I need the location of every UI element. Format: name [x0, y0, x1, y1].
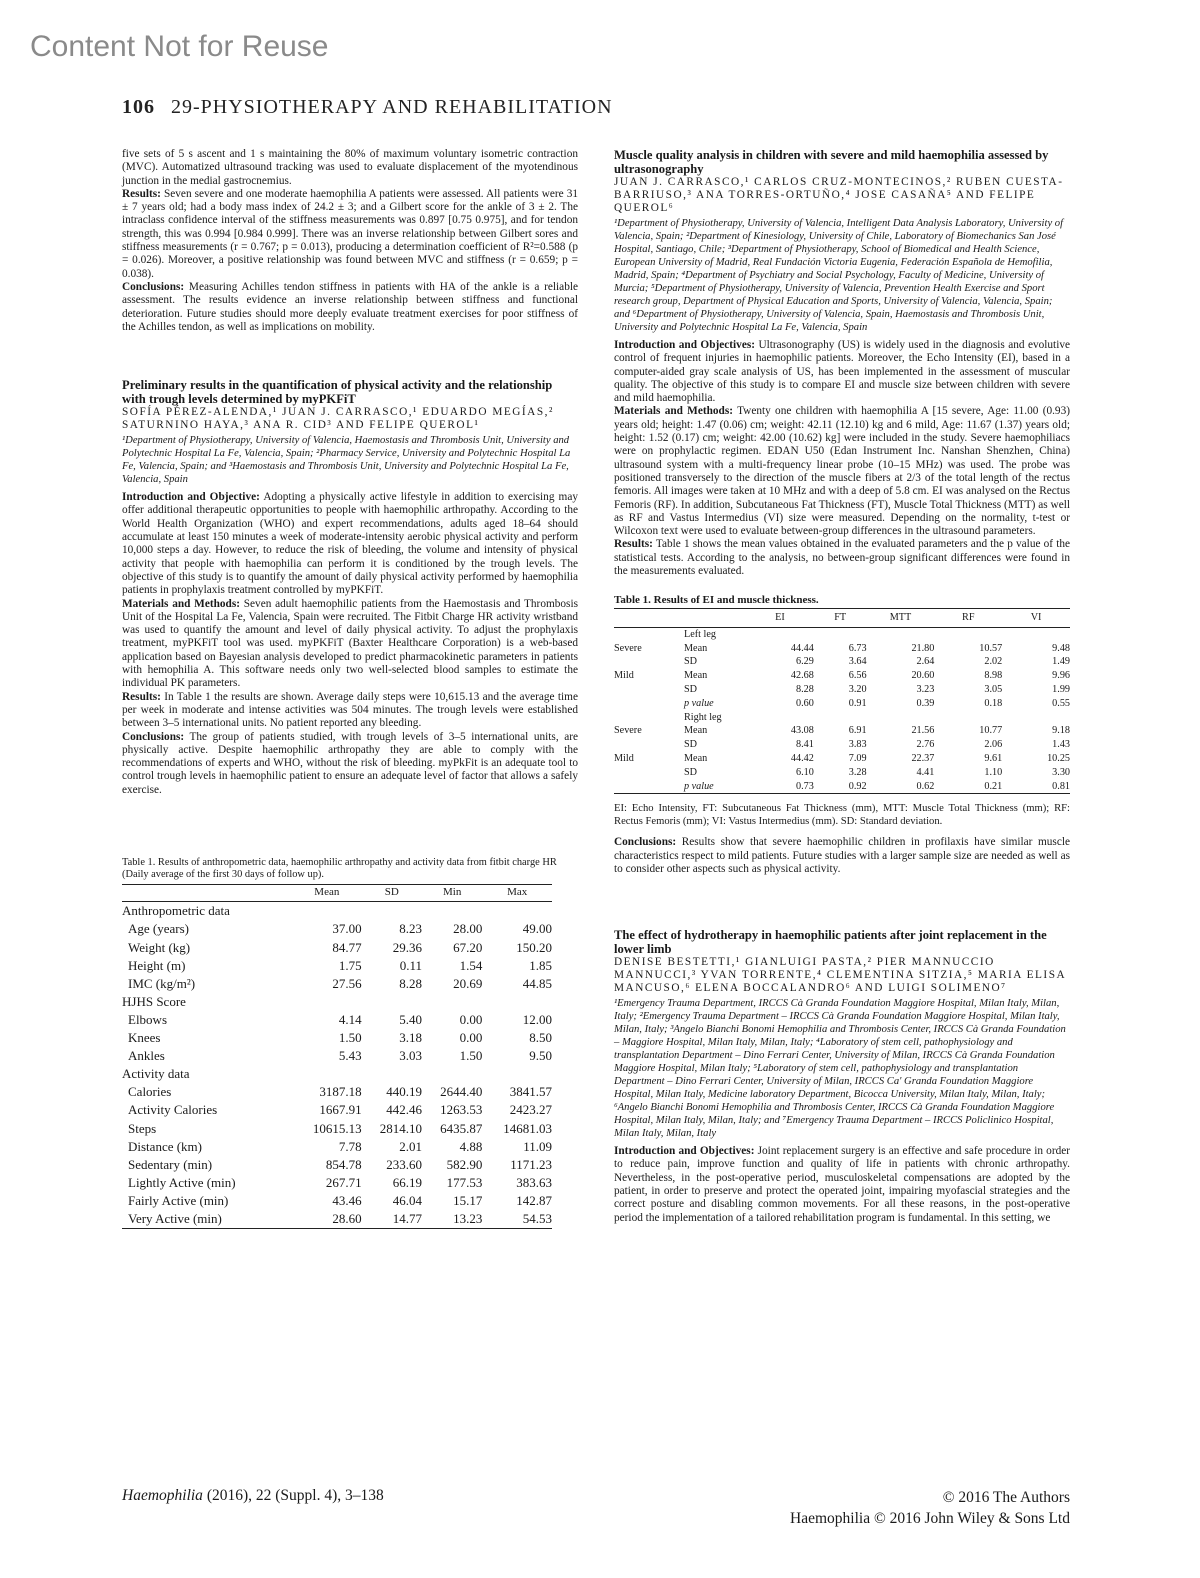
cell: 3.64: [848, 656, 867, 668]
anthropometric-table: [122, 884, 552, 1229]
cell: 3.18: [399, 1030, 422, 1046]
row-label: IMC (kg/m²): [128, 975, 196, 991]
section-label: HJHS Score: [122, 993, 186, 1009]
cell: 6.56: [848, 670, 867, 682]
cell: 27.56: [332, 975, 362, 991]
cell: 0.73: [746, 779, 814, 793]
cell: 440.19: [386, 1084, 422, 1100]
table-row: [614, 655, 1070, 669]
copyright-line: Haemophilia © 2016 John Wiley & Sons Ltd: [790, 1510, 1070, 1527]
cell: 49.00: [522, 921, 552, 937]
cell: 28.00: [453, 921, 483, 937]
table-section-row: [122, 992, 552, 1010]
table-row: [614, 627, 1070, 641]
cell: 854.78: [325, 1156, 362, 1172]
label: Results:: [122, 187, 161, 200]
cell: 1.50: [459, 1048, 483, 1064]
cell: 20.69: [453, 975, 483, 991]
cell: 29.36: [392, 939, 422, 955]
metric-cell: SD: [684, 739, 698, 751]
cell: 0.91: [848, 697, 867, 709]
cell: 0.18: [984, 697, 1003, 709]
table-header-row: [614, 608, 1070, 627]
cell: 3.30: [1052, 766, 1070, 778]
cell: 177.53: [446, 1174, 483, 1190]
table-section-row: [122, 901, 552, 920]
left-column: [122, 148, 578, 1229]
table-note: EI: Echo Intensity, FT: Subcutaneous Fat Thickness (mm), MTT: Muscle Total Thickness (mm); RF: Rectus Femoris (mm); VI: Vastus Intermedius (mm). SD: Standard deviation.: [614, 803, 1070, 828]
cell: 10615.13: [312, 1120, 362, 1136]
cell: 2423.27: [509, 1102, 552, 1118]
cell: 8.23: [399, 921, 422, 937]
cell: 37.00: [332, 921, 362, 937]
table-row: [122, 1011, 552, 1029]
text: Results show that severe haemophilic children in profilaxis have similar muscle characteristics respect to mild patients. Future studies with a larger sample size are needed as well as to consider other aspects such as physical activity.: [614, 836, 1070, 875]
cell: 267.71: [325, 1174, 362, 1190]
intro-paragraph: [122, 491, 578, 597]
cell: 442.46: [386, 1102, 422, 1118]
cell: 10.77: [979, 725, 1003, 737]
metric-cell: Mean: [684, 642, 708, 654]
text: Table 1 shows the mean values obtained in the evaluated parameters and the p value of the statistical tests. According to the analysis, no between-group significant differences were found in the measurements evaluated.: [614, 538, 1070, 578]
group-cell: Mild: [614, 670, 634, 682]
cell: 4.41: [916, 766, 935, 778]
text: Seven adult haemophilic patients from the Haemostasis and Thrombosis Unit of the Hospital La Fe, Valencia, Spain were recruited. The Fitbit Charge HR activity wristband was used to quantify the amount and level of daily physical activity. To adjust the prophylaxis treatment, myPKFiT tool was used. myPKFiT (Baxter Healthcare Corporation) is a web-based application based on Bayesian analysis developed to predict pharmacokinetic parameters in patients with hemophilia A. This software needs only two well-selected blood samples to estimate the individual PK parameters.: [122, 597, 578, 690]
cell: 12.00: [522, 1011, 552, 1027]
table-row: [614, 669, 1070, 683]
article-authors: SOFÍA PÉREZ-ALENDA,¹ JUAN J. CARRASCO,¹ EDUARDO MEGÍAS,² SATURNINO HAYA,³ ANA R. CID³ AND FELIPE QUEROL¹: [122, 406, 554, 432]
header-cell: [684, 608, 746, 627]
header-cell: FT: [814, 608, 867, 627]
metric-cell: Left leg: [684, 628, 716, 640]
cell: 43.46: [332, 1192, 362, 1208]
label: Results:: [614, 538, 653, 551]
cell: 2.01: [399, 1138, 422, 1154]
cell: 6.73: [848, 642, 867, 654]
cell: 15.17: [453, 1192, 483, 1208]
table-row: [122, 1083, 552, 1101]
cell: 0.55: [1052, 697, 1070, 709]
cell: 20.60: [911, 670, 935, 682]
header-cell: Mean: [292, 884, 362, 901]
header-cell: [614, 608, 684, 627]
cell: [1002, 710, 1070, 724]
cell: 10.57: [979, 642, 1003, 654]
running-head: [122, 96, 613, 119]
page-number: 106: [122, 96, 155, 118]
cell: 11.09: [523, 1138, 552, 1154]
row-label: Calories: [128, 1084, 172, 1100]
table-section-row: [122, 1065, 552, 1083]
right-column: [614, 148, 1070, 1225]
label: Materials and Methods:: [122, 597, 240, 610]
article-affiliations: ¹Department of Physiotherapy, University of Valencia, Intelligent Data Analysis Laboratory, University of Valencia, Spain; ²Department of Kinesiology, University of Chile, Laboratory of Biomechanics San José Hospital, Santiago, Chile; ³Department of Physiotherapy, School of Biomedical and Health Science, European University of Madrid, Real Fundación Victoria Eugenia, Federación Española de Hemofilia, Madrid, Spain; ⁴Department of Psychiatry and Social Psychology, Faculty of Medicine, University of Murcia; ⁵Department of Physiotherapy, University of Valencia, Prevention Health Exercise and Sport research group, Department of Physical Education and Sports, University of Valencia, Valencia, Spain; and ⁶Department of Physiotherapy, University of Valencia, Spain, Haemostasis and Thrombosis Unit, University and Polytechnic Hospital La Fe, Valencia, Spain: [614, 218, 1064, 333]
table-row: [614, 710, 1070, 724]
group-cell: Severe: [614, 642, 642, 654]
cell: 8.28: [399, 975, 422, 991]
metric-cell: SD: [684, 656, 698, 668]
results-paragraph: [122, 691, 578, 731]
cell: 5.43: [338, 1048, 362, 1064]
cell: [867, 627, 935, 641]
cell: 1.54: [459, 957, 483, 973]
metric-cell: Right leg: [684, 711, 722, 723]
label: Introduction and Objectives:: [614, 339, 756, 351]
cell: 14681.03: [503, 1120, 552, 1136]
conclusions-paragraph: [614, 836, 1070, 876]
cell: [867, 710, 935, 724]
table-row: [122, 1210, 552, 1229]
cell: 3.03: [399, 1048, 422, 1064]
cell: 9.48: [1052, 642, 1070, 654]
row-label: Steps: [128, 1120, 157, 1136]
methods-paragraph: [122, 598, 578, 691]
cell: 8.98: [984, 670, 1003, 682]
group-cell: [614, 683, 684, 697]
cell: 2814.10: [379, 1120, 422, 1136]
journal-citation: [122, 1487, 384, 1505]
cell: 46.04: [392, 1192, 422, 1208]
header-cell: Min: [422, 884, 482, 901]
table-row: [122, 920, 552, 938]
cell: 8.41: [795, 739, 814, 751]
methods-paragraph: [614, 405, 1070, 538]
table-row: [122, 1155, 552, 1173]
table-row: [614, 641, 1070, 655]
row-label: Height (m): [128, 957, 186, 973]
section-title: 29-PHYSIOTHERAPY AND REHABILITATION: [171, 96, 613, 118]
cell: [934, 710, 1002, 724]
group-cell: Mild: [614, 753, 634, 765]
table-row: [122, 1173, 552, 1191]
cell: 84.77: [332, 939, 362, 955]
metric-cell: p value: [684, 779, 746, 793]
text: Measuring Achilles tendon stiffness in patients with HA of the ankle is a reliable assessment. The results evidence an inverse relationship between stiffness and functional deterioration. Future studies should more deeply evaluate treatment exercises for poor stiffness of the Achilles tendon, as well as implications on mobility.: [122, 280, 578, 333]
cell: 2.64: [916, 656, 935, 668]
cell: 1.75: [338, 957, 362, 973]
cell: 1.99: [1052, 684, 1070, 696]
cell: 21.80: [911, 642, 935, 654]
cell: 2644.40: [440, 1084, 483, 1100]
table-row: [122, 1029, 552, 1047]
cell: 5.40: [399, 1011, 422, 1027]
cell: 3.23: [916, 684, 935, 696]
label: Conclusions:: [122, 730, 185, 743]
intro-paragraph: [614, 1145, 1070, 1225]
table-row: [614, 724, 1070, 738]
group-cell: [614, 710, 684, 724]
cell: [746, 627, 814, 641]
journal-name: Haemophilia: [122, 1487, 203, 1504]
table-row: [122, 1047, 552, 1065]
cell: 3.05: [984, 684, 1003, 696]
cell: 28.60: [292, 1210, 362, 1229]
table-row: [122, 1101, 552, 1119]
results-paragraph: [122, 188, 578, 281]
cell: 6.29: [795, 656, 814, 668]
row-label: Sedentary (min): [128, 1156, 213, 1172]
paragraph: five sets of 5 s ascent and 1 s maintaining the 80% of maximum voluntary isometric contraction (MVC). Automatized ultrasound tracking was used to evaluate displacement of the myotendinous junction in the medial gastrocnemius.: [122, 148, 578, 187]
label: Introduction and Objectives:: [614, 1145, 755, 1158]
table-row: [614, 683, 1070, 697]
table-row: [614, 738, 1070, 752]
article-title: The effect of hydrotherapy in haemophilic patients after joint replacement in the lower limb: [614, 928, 1047, 957]
row-label: Distance (km): [128, 1138, 203, 1154]
table-row: [122, 1191, 552, 1209]
metric-cell: SD: [684, 766, 698, 778]
header-cell: EI: [746, 608, 814, 627]
cell: 6435.87: [440, 1120, 483, 1136]
cell: 1.10: [984, 766, 1003, 778]
cell: 233.60: [386, 1156, 422, 1172]
cell: 383.63: [516, 1174, 552, 1190]
cell: 14.77: [362, 1210, 422, 1229]
cell: 0.81: [1002, 779, 1070, 793]
table-header-row: [122, 884, 552, 901]
cell: 2.76: [916, 739, 935, 751]
cell: 21.56: [911, 725, 935, 737]
row-label: Weight (kg): [128, 939, 191, 955]
row-label: Elbows: [128, 1011, 167, 1027]
group-cell: [614, 697, 684, 711]
article-authors: DENISE BESTETTI,¹ GIANLUIGI PASTA,² PIER MANNUCCIO MANNUCCI,³ YVAN TORRENTE,⁴ CLEMENTINA SITZIA,⁵ MARIA ELISA MANCUSO,⁶ ELENA BOCCALANDRO⁶ AND LUIGI SOLIMENO⁷: [614, 956, 1066, 995]
table-caption: Table 1. Results of anthropometric data, haemophilic arthropathy and activity data from fitbit charge HR (Daily average of the first 30 days of follow up).: [122, 856, 557, 881]
metric-cell: p value: [684, 697, 714, 709]
table-row: [122, 974, 552, 992]
cell: 54.53: [482, 1210, 552, 1229]
table-row: [614, 752, 1070, 766]
citation-details: (2016), 22 (Suppl. 4), 3–138: [202, 1487, 384, 1504]
table-row: [122, 956, 552, 974]
metric-cell: Mean: [684, 670, 708, 682]
header-cell: SD: [362, 884, 422, 901]
cell: 1.50: [338, 1030, 362, 1046]
section-label: Anthropometric data: [122, 903, 230, 919]
article-title: Preliminary results in the quantification of physical activity and the relationship with trough levels determined by myPKFiT: [122, 378, 553, 407]
cell: 0.00: [459, 1011, 483, 1027]
cell: [814, 627, 867, 641]
group-cell: [614, 738, 684, 752]
table-row: [122, 938, 552, 956]
copyright: [790, 1487, 1070, 1529]
cell: [814, 710, 867, 724]
cell: 44.44: [790, 642, 814, 654]
text: Adopting a physically active lifestyle in addition to exercising may offer additional therapeutic opportunities to people with haemophilic arthropathy. According to the World Health Organization (WHO) and expert recommendations, adults aged 18–64 should accumulate at least 150 minutes a week of moderate-intensity aerobic physical activity and perform 10,000 steps a day. However, to reduce the risk of bleeding, the volume and intensity of physical activity that people with haemophilia can perform it is conditioned by the trough levels. The objective of this study is to quantify the amount of daily physical activity performed by haemophilia patients in prophylaxis treatment controlled by myPKFiT.: [122, 491, 578, 597]
cell: 3.83: [848, 739, 867, 751]
cell: 0.11: [399, 957, 422, 973]
cell: 1667.91: [319, 1102, 362, 1118]
text: In Table 1 the results are shown. Average daily steps were 10,615.13 and the average time per week in moderate and intense activities was 504 minutes. The trough levels were established between 3–5 international units. No patient reported any bleeding.: [122, 690, 578, 730]
cell: 0.21: [934, 779, 1002, 793]
table-row: [122, 1137, 552, 1155]
cell: 3841.57: [509, 1084, 552, 1100]
cell: 0.39: [916, 697, 935, 709]
conclusions-paragraph: [122, 731, 578, 797]
table-row: [614, 766, 1070, 780]
cell: 44.42: [790, 753, 814, 765]
row-label: Lightly Active (min): [128, 1174, 236, 1190]
text: The group of patients studied, with trough levels of 3–5 international units, are physically active. Despite haemophilic arthropathy they are able to comply with the recommendations of experts and WHO, without the risk of bleeding. myPkFit is an adequate tool to control trough levels in haemophilic patient to ensure an adequate level of factor that allows a safely exercise.: [122, 730, 578, 796]
cell: 67.20: [453, 939, 483, 955]
cell: 142.87: [516, 1192, 552, 1208]
cell: 3187.18: [319, 1084, 362, 1100]
label: Introduction and Objective:: [122, 491, 260, 504]
article-affiliations: ¹Department of Physiotherapy, University of Valencia, Haemostasis and Thrombosis Unit, University and Polytechnic Hospital La Fe, Valencia, Spain; ²Pharmacy Service, University and Polytechnic Hospital La Fe, Valencia, Spain; and ³Haemostasis and Thrombosis Unit, University and Polytechnic Hospital La Fe, Valencia, Spain: [122, 435, 571, 486]
results-paragraph: [614, 538, 1070, 578]
intro-paragraph: [614, 339, 1070, 405]
label: Materials and Methods:: [614, 405, 733, 418]
cell: 8.50: [529, 1030, 552, 1046]
label: Results:: [122, 690, 161, 703]
cell: 1.43: [1052, 739, 1070, 751]
cell: 3.20: [848, 684, 867, 696]
header-cell: Max: [482, 884, 552, 901]
cell: 4.88: [459, 1138, 483, 1154]
label: Conclusions:: [122, 280, 185, 293]
table-caption: Table 1. Results of EI and muscle thickness.: [614, 594, 819, 607]
text: Twenty one children with haemophilia A [15 severe, Age: 11.00 (0.93) years old; height: 1.47 (0.06) cm; weight: 42.11 (12.10) kg and 6 mild, Age: 11.67 (1.37) years old; height: 1.52 (0.17) cm; weight: 42.00 (10.62) kg] were included in the study. Severe haemophiliacs were on prophylactic regimen. EDAN U50 (Edan Instrument Inc. Nanshan Shenzhen, China) ultrasound system with a multi-frequency linear probe (10–15 MHz) was used. The probe was positioned transversely to the direction of the muscle fibers at 2/3 of the total length of the rectus femoris. All images were taken at 10 MHz and with a deep of 5.8 cm. EI was analysed on the Rectus Femoris (RF). In addition, Subcutaneous Fat Thickness (FT), Muscle Total Thickness (MTT) as well as RF and Vastus Intermedius (VI) size were measured. Depending on the normality, t-test or Wilcoxon text were used to evaluate between-group differences in the ultrasound parameters.: [614, 405, 1070, 538]
cell: [934, 627, 1002, 641]
text: Seven severe and one moderate haemophilia A patients were assessed. All patients were 31 ± 7 years old; had a body mass index of 24.2 ± 3; and a Gilbert score for the ankle of 3 ± 2. The intraclass confidence interval of the stiffness measurements was 0.897 [0.75 0.975], and for tendon strength, this was 0.994 [0.984 0.999]. There was an inverse relationship between Gilbert sores and stiffness measurements (r = 0.767; p = 0.013), producing a determination coefficient of R²=0.588 (p = 0.026). Moreover, a positive relationship was found between MVC and stiffness (r = 0.659; p = 0.038).: [122, 187, 578, 280]
cell: 13.23: [422, 1210, 482, 1229]
header-cell: MTT: [867, 608, 935, 627]
text: Ultrasonography (US) is widely used in the diagnosis and evolutive control of frequent injuries in haemophilic patients. Moreover, the Echo Intensity (EI), based in a computer-aided gray scale analysis of US, has been implemented in the assessment of muscular quality. The objective of this study is to compare EI and muscle size between children with severe and mild haemophilia.: [614, 339, 1070, 405]
cell: 9.61: [984, 753, 1003, 765]
cell: 150.20: [516, 939, 552, 955]
metric-cell: SD: [684, 684, 698, 696]
group-cell: [614, 627, 684, 641]
cell: 22.37: [911, 753, 935, 765]
article-title: Muscle quality analysis in children with severe and mild haemophilia assessed by ultrasonography: [614, 148, 1049, 176]
conclusions-paragraph: [122, 281, 578, 334]
cell: 66.19: [392, 1174, 422, 1190]
group-cell: [614, 655, 684, 669]
ei-muscle-table: [614, 608, 1070, 795]
table-row: [122, 1119, 552, 1137]
cell: 3.28: [848, 766, 867, 778]
row-label: Activity Calories: [128, 1102, 218, 1118]
group-cell: [614, 766, 684, 780]
metric-cell: Mean: [684, 725, 708, 737]
header-cell: [122, 884, 292, 901]
row-label: Fairly Active (min): [128, 1192, 229, 1208]
cell: 1.49: [1052, 656, 1070, 668]
row-label: Ankles: [128, 1048, 165, 1064]
header-cell: RF: [934, 608, 1002, 627]
cell: 10.25: [1047, 753, 1070, 765]
cell: 7.09: [848, 753, 867, 765]
cell: 0.62: [867, 779, 935, 793]
cell: 43.08: [790, 725, 814, 737]
label: Conclusions:: [614, 836, 677, 849]
watermark: Content Not for Reuse: [30, 30, 329, 63]
cell: 42.68: [790, 670, 814, 682]
cell: 4.14: [338, 1011, 362, 1027]
article-affiliations: ¹Emergency Trauma Department, IRCCS Cà Granda Foundation Maggiore Hospital, Milan Italy, Milan, Italy; ²Emergency Trauma Department – IRCCS Cà Granda Foundation Maggiore Hospital, Milan Italy, Milan, Italy; ³Angelo Bianchi Bonomi Hemophilia and Thrombosis Center, IRCCS Cà Granda Foundation – Maggiore Hospital, Milan Italy, Milan, Italy; ⁴Laboratory of stem cell, pathophysiology and transplantation Department – Dino Ferrari Center, University of Milan, IRCCS Cà Granda Foundation Maggiore Hospital, Milan Italy; ⁵Laboratory of stem cell, pathophysiology and transplantation Department – Dino Ferrari Center, University of Milan, IRCCS Ca' Granda Foundation Maggiore Hospital, Milan Italy, Medicine laboratory Department, Bicocca University, Milan Italy, Milan, Italy; ⁶Angelo Bianchi Bonomi Hemophilia and Thrombosis Center, IRCCS Cà Granda Foundation Maggiore Hospital, Milan Italy, Milan, Italy; and ⁷Emergency Trauma Department – IRCCS Policlinico Hospital, Milan Italy, Milan, Italy: [614, 998, 1066, 1140]
row-label: Very Active (min): [122, 1210, 292, 1229]
cell: 582.90: [446, 1156, 483, 1172]
cell: 1263.53: [440, 1102, 483, 1118]
cell: [1002, 627, 1070, 641]
group-cell: [614, 779, 684, 793]
copyright-line: © 2016 The Authors: [942, 1489, 1070, 1506]
row-label: Knees: [128, 1030, 161, 1046]
metric-cell: Mean: [684, 753, 708, 765]
cell: 9.96: [1052, 670, 1070, 682]
cell: 2.02: [984, 656, 1003, 668]
header-cell: VI: [1002, 608, 1070, 627]
cell: 6.10: [795, 766, 814, 778]
cell: 8.28: [795, 684, 814, 696]
cell: 6.91: [848, 725, 867, 737]
cell: 1.85: [529, 957, 552, 973]
row-label: Age (years): [128, 921, 189, 937]
cell: 9.50: [529, 1048, 552, 1064]
table-row: [614, 697, 1070, 711]
table-row: [614, 779, 1070, 793]
cell: [746, 710, 814, 724]
cell: 2.06: [984, 739, 1003, 751]
cell: 1171.23: [510, 1156, 552, 1172]
cell: 9.18: [1052, 725, 1070, 737]
article-authors: JUAN J. CARRASCO,¹ CARLOS CRUZ-MONTECINOS,² RUBEN CUESTA-BARRIUSO,³ ANA TORRES-ORTUÑO,⁴ JOSE CASAÑA⁵ AND FELIPE QUEROL⁶: [614, 176, 1064, 214]
cell: 0.92: [814, 779, 867, 793]
cell: 7.78: [338, 1138, 362, 1154]
section-label: Activity data: [122, 1066, 190, 1082]
cell: 0.00: [459, 1030, 483, 1046]
cell: 0.60: [795, 697, 814, 709]
cell: 44.85: [522, 975, 552, 991]
group-cell: Severe: [614, 725, 642, 737]
text: Joint replacement surgery is an effective and safe procedure in order to reduce pain, improve function and quality of life in patients with chronic arthropathy. Nevertheless, in the post-operative period, musculoskeletal compensations are adopted by the patient, in order to preserve and protect the operated joint, impairing myofascial strategies and the correct posture and disabling common movements. For all these reasons, in the post-operative period the implementation of a tailored rehabilitation program is fundamental. In this setting, we: [614, 1145, 1071, 1224]
